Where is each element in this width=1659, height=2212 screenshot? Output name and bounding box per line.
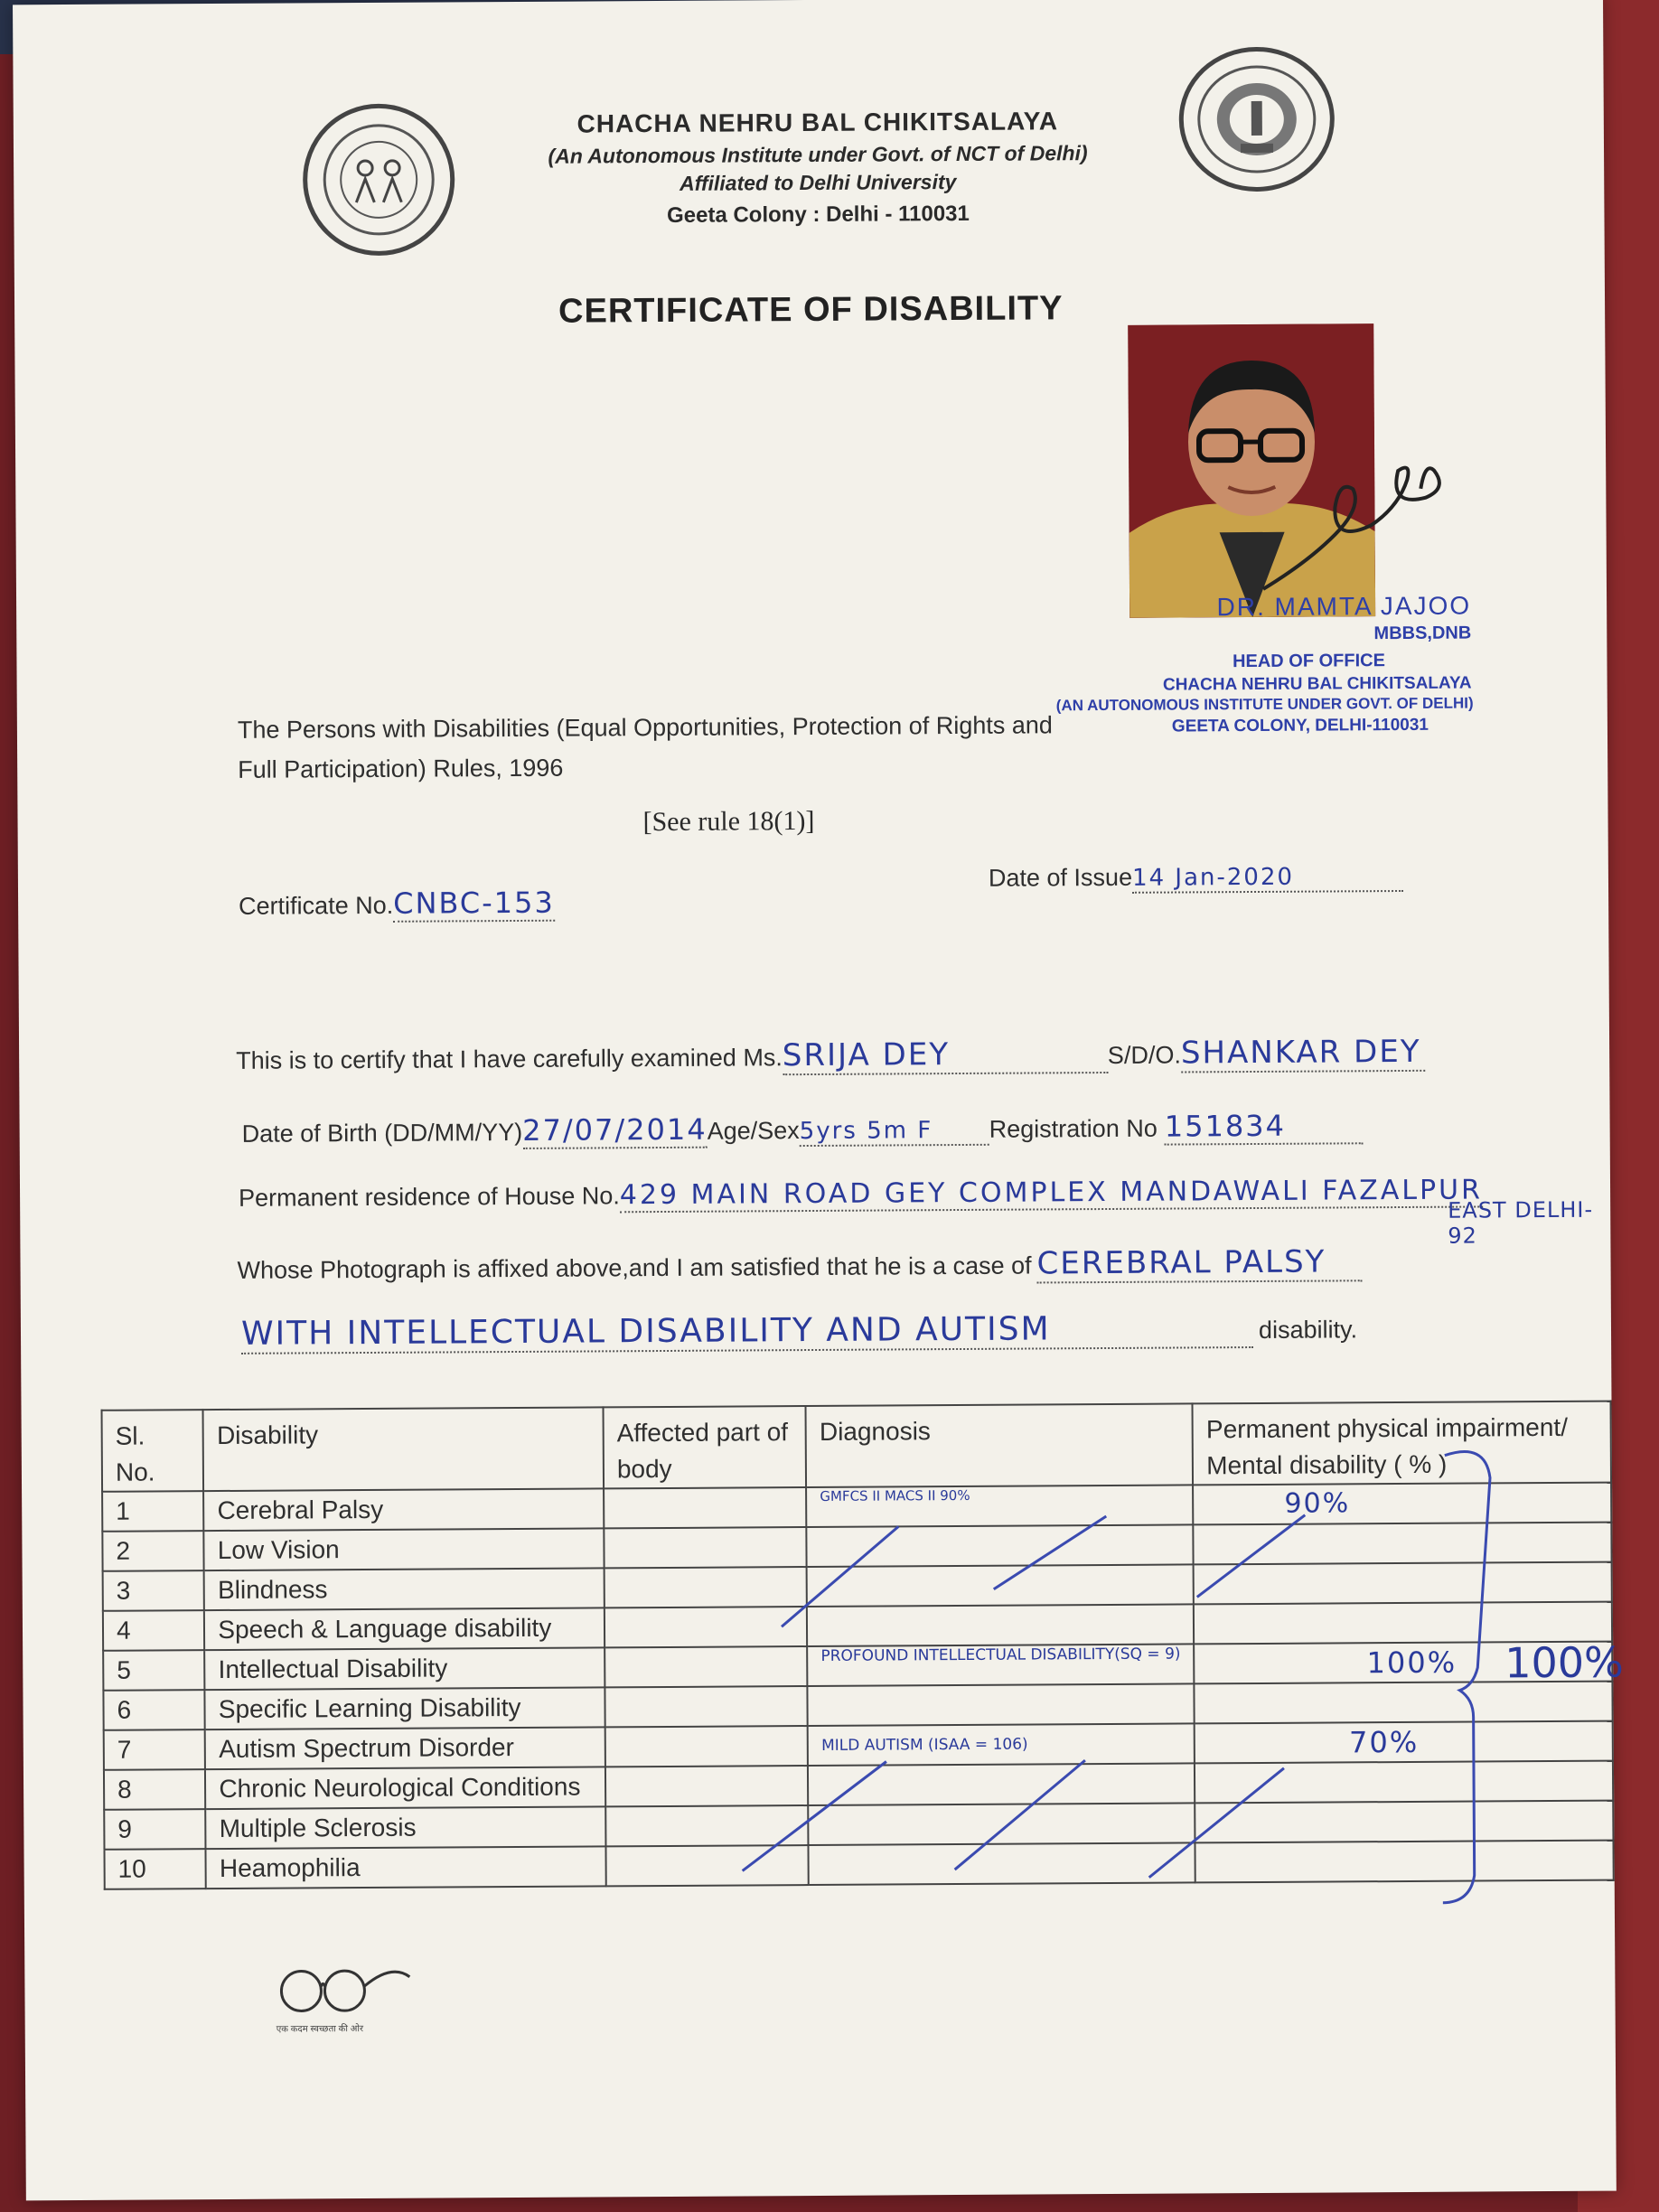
stamp-address: GEETA COLONY, DELHI-110031 <box>1171 715 1429 736</box>
age-sex-label: Age/Sex <box>707 1117 800 1145</box>
case-line-2: WITH INTELLECTUAL DISABILITY AND AUTISM <box>241 1309 1253 1354</box>
registration-value: 151834 <box>1165 1108 1364 1145</box>
header-disability: Disability <box>203 1407 604 1491</box>
total-percent: 100% <box>1504 1637 1624 1688</box>
see-rule: [See rule 18(1)] <box>642 805 815 838</box>
certificate-no-value: CNBC-153 <box>393 885 555 921</box>
row-disability: Intellectual Disability <box>204 1647 605 1690</box>
dob-label: Date of Birth (DD/MM/YY) <box>241 1118 523 1148</box>
stamp-designation: HEAD OF OFFICE <box>1232 651 1385 672</box>
institute-name: CHACHA NEHRU BAL CHIKITSALAYA <box>576 107 1059 138</box>
row-disability: Specific Learning Disability <box>205 1687 605 1729</box>
row-diagnosis: PROFOUND INTELLECTUAL DISABILITY(SQ = 9) <box>807 1644 1194 1686</box>
patient-name: SRIJA DEY <box>783 1036 1108 1075</box>
row-disability: Blindness <box>204 1568 605 1610</box>
certificate-title: CERTIFICATE OF DISABILITY <box>558 289 1064 331</box>
row-disability: Heamophilia <box>206 1846 606 1889</box>
relation-label: S/D/O. <box>1107 1041 1181 1069</box>
row-number: 9 <box>104 1809 206 1850</box>
stamp-org-2: (AN AUTONOMOUS INSTITUTE UNDER GOVT. OF DELHI) <box>1055 694 1474 715</box>
institute-line-3: Affiliated to Delhi University <box>680 169 957 195</box>
residence-value: 429 MAIN ROAD GEY COMPLEX MANDAWALI FAZALPUR <box>619 1174 1484 1212</box>
row-percent: 90% <box>1193 1483 1611 1525</box>
row-diagnosis: GMFCS II MACS II 90% <box>806 1485 1193 1527</box>
dob-value: 27/07/2014 <box>522 1111 708 1148</box>
row-number: 5 <box>103 1650 205 1691</box>
header-percentage: Permanent physical impairment/ Mental disability ( % ) <box>1193 1401 1611 1486</box>
header-affected-part: Affected part of body <box>603 1406 806 1488</box>
row-disability: Chronic Neurological Conditions <box>205 1767 605 1809</box>
row-number: 8 <box>104 1769 206 1810</box>
row-disability: Autism Spectrum Disorder <box>205 1727 605 1769</box>
photograph-label: Whose Photograph is affixed above,and I am satisfied that he is a case of <box>237 1251 1032 1284</box>
stamp-org: CHACHA NEHRU BAL CHIKITSALAYA <box>1162 673 1472 695</box>
residence-label: Permanent residence of House No. <box>238 1182 620 1212</box>
age-sex-value: 5yrs 5m F <box>800 1117 989 1147</box>
row-number: 2 <box>102 1531 204 1571</box>
row-number: 4 <box>103 1610 205 1651</box>
table-annotations <box>13 0 1617 2200</box>
stamp-name: DR. MAMTA JAJOO <box>1216 591 1472 622</box>
header-sl-no: Sl. No. <box>102 1410 204 1492</box>
footer-logo-text: एक कदम स्वच्छता की ओर <box>276 2024 364 2035</box>
disability-suffix: disability. <box>1258 1316 1358 1344</box>
row-number: 7 <box>104 1729 206 1770</box>
row-disability: Cerebral Palsy <box>203 1488 604 1531</box>
institute-address: Geeta Colony : Delhi - 110031 <box>666 201 970 228</box>
rules-text: The Persons with Disabilities (Equal Opportunities, Protection of Rights and Full Participation) Rules, 1996 <box>237 711 1053 783</box>
row-percent: 70% <box>1195 1721 1613 1764</box>
row-number: 3 <box>103 1570 205 1611</box>
parent-name: SHANKAR DEY <box>1181 1034 1425 1073</box>
registration-label: Registration No <box>989 1114 1158 1143</box>
date-of-issue-value: 14 Jan-2020 <box>1132 863 1403 894</box>
certificate-paper <box>13 0 1624 2200</box>
row-number: 10 <box>104 1849 206 1889</box>
row-percent: 100% <box>1194 1642 1612 1684</box>
row-disability: Low Vision <box>204 1528 605 1570</box>
row-number: 6 <box>103 1690 205 1730</box>
case-line-1: CEREBRAL PALSY <box>1036 1243 1362 1283</box>
institute-line-2: (An Autonomous Institute under Govt. of NCT of Delhi) <box>548 141 1088 168</box>
row-diagnosis: MILD AUTISM (ISAA = 106) <box>808 1723 1195 1766</box>
row-disability: Multiple Sclerosis <box>206 1806 606 1849</box>
certify-prefix: This is to certify that I have carefully examined Ms. <box>236 1044 783 1074</box>
row-number: 1 <box>102 1491 204 1532</box>
certificate-no-label: Certificate No. <box>239 891 394 920</box>
stamp-degree: MBBS,DNB <box>1373 623 1472 644</box>
date-of-issue-label: Date of Issue <box>988 863 1133 892</box>
row-disability: Speech & Language disability <box>204 1607 605 1650</box>
residence-value-2: EAST DELHI-92 <box>1448 1196 1594 1249</box>
header-diagnosis: Diagnosis <box>806 1403 1194 1487</box>
